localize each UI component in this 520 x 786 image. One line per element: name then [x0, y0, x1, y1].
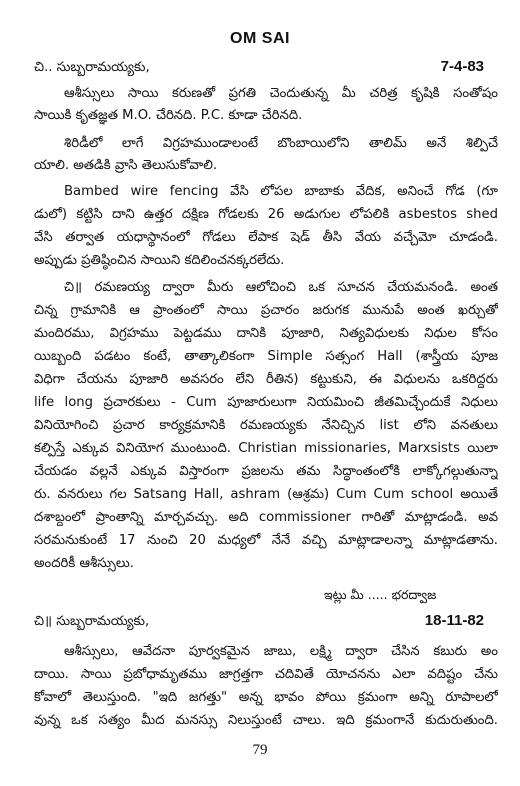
letter2-salutation: చి॥ సుబ్బరామయ్యకు, — [34, 614, 150, 629]
letter1-line: డులో) కట్టిసి దాని ఉత్తర దక్షిణ గోడలకు 26 అడుగుల లోపలికి asbestos shed — [34, 207, 498, 222]
letter1-line: సరమనుకుంటే 17 నుంచి 20 మధ్యలో నేనే వచ్చి మాట్లాడాలన్నా మాట్లాడతాను. — [34, 533, 498, 548]
letter1-line: చిన్న గ్రామానికి ఆ ప్రాంతంలో సాయి ప్రచారం జరుగక మునుపే అంత ఖర్చుతో — [34, 303, 498, 318]
letter1-line: శిరిడీలో లాగే విగ్రహముండాలంటే బొంబాయిలోని తాలిమ్ అనే శిల్పిచే — [64, 136, 498, 151]
letter1-line: యిబ్బంది పడటం కంటే, తాత్కాలికంగా Simple సత్సంగ Hall (శాస్త్రీయ పూజ — [34, 349, 498, 364]
letter1-signoff: ఇట్లు మీ ..... భరద్వాజ — [324, 587, 437, 602]
letter2-date: 18-11-82 — [424, 612, 484, 629]
letter2-line: వున్న ఒక సత్యం మీద మనస్సు నిలుస్తుంటే చాలు. ఇది క్రమంగానే కుదురుతుంది. — [34, 713, 498, 728]
letter2-line: కోవాలో తెలుస్తుంది. "ఇది జగత్తు" అన్న భావం పోయి క్రమంగా అన్ని రూపాలలో — [34, 690, 498, 705]
letter1-line: వినియోగించి ప్రచార కార్యక్రమానికి రమణయ్యకు నేనిచ్చిన list లోని వనతులు — [34, 418, 498, 433]
letter1-line: యాలి. అతడికి వ్రాసి తెలుసుకోవాలి. — [34, 158, 218, 173]
page-header: OM SAI — [230, 30, 290, 47]
page-number: 79 — [252, 742, 268, 758]
letter1-line: కల్పిస్తే ఎక్కువ వినియోగ ముంటుంది. Christian missionaries, Marxsists యిలా — [34, 441, 498, 456]
letter2-line: దాయి. సాయి ప్రబోధామృతము జాగ్రత్తగా చదివితే యోచనను ఎలా వదిష్టం చేను — [34, 667, 498, 682]
letter1-line: వేసి తర్వాత యధాస్థానంలో గోడలు లేపాక షెడ్ తీసి వేయ వచ్చేమో చూడండి. — [34, 230, 498, 245]
letter1-line: అప్పుడు ప్రతిష్ఠించిన సాయిని కదిలించనక్కరలేదు. — [34, 253, 285, 268]
letter1-line: దశాబ్దంలో ప్రాంతాన్ని మార్చవచ్చు. అది commissioner గారితో మాట్లాడండి. అవ — [34, 510, 498, 525]
letter1-line: ఆశీస్సులు సాయి కరుణతో ప్రగతి చెందుతున్న మీ చరిత్ర కృషికి సంతోషం — [64, 86, 498, 101]
letter1-date: 7-4-83 — [440, 58, 484, 75]
letter1-line: విధిగా చేయను పూజారి అవసరం లేని రీతిన) కట్టుకుని, ఈ విధులను ఒకరిద్దరు — [34, 372, 498, 387]
letter1-line: Bambed wire fencing వేసి లోపల బాబాకు వేదిక, అనించే గోడ (గూ — [64, 184, 498, 199]
letter1-salutation: చి.. సుబ్బరామయ్యకు, — [34, 60, 150, 75]
letter1-line: సాయికి కృతజ్ఞత M.O. చేరినది. P.C. కూడా చేరినది. — [34, 108, 303, 123]
letter1-line: రు. వనరులు గల Satsang Hall, ashram (ఆశ్రమ) Cum Cum school అయితే — [34, 487, 498, 502]
letter2-line: ఆశీస్సులు, ఆవేదనా పూర్వకమైన జాబు, లక్ష్మి ద్వారా చేసిన కబురు అం — [64, 644, 498, 659]
letter1-line: చి॥ రమణయ్య ద్వారా మీరు ఆలోచించి ఒక సూచన చేయమనండి. అంత — [64, 280, 498, 295]
letter1-line: మందిరము, విగ్రహము పెట్టడము దానికి పూజారి, నిత్యవిధులకు నిధుల కోసం — [34, 326, 498, 341]
letter1-line: అందరికీ ఆశీస్సులు. — [34, 556, 134, 571]
letter1-line: చేయడం వల్లనే ఎక్కువ విస్తారంగా ప్రజలను తమ సిద్ధాంతంలోకి లాక్కోగల్గుతున్నా — [34, 464, 498, 479]
letter1-line: life long ప్రచారకులు - Cum పూజారులుగా నియమించి జీతమిచ్చేందుకే నిధులు — [34, 395, 498, 410]
